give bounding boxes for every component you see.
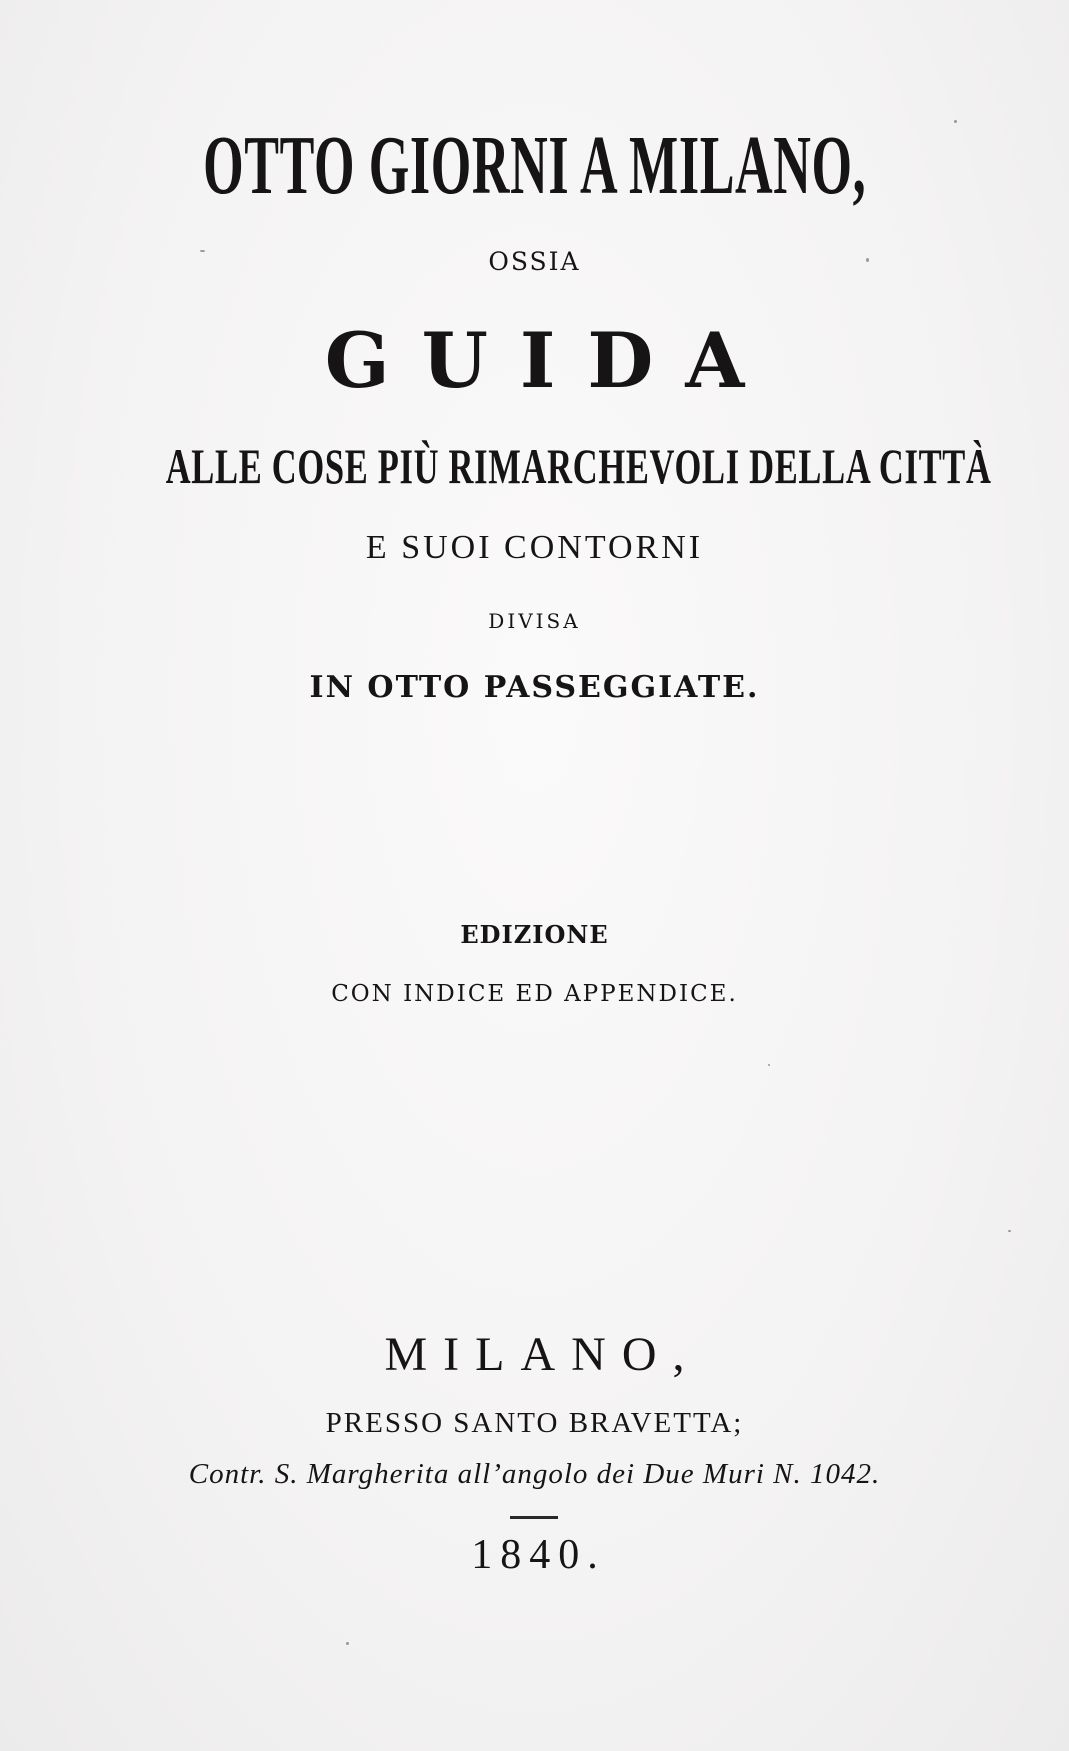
connector-word: OSSIA [488, 247, 581, 276]
publisher-address: Contr. S. Margherita all’angolo dei Due Muri N. 1042. [188, 1458, 881, 1490]
imprint-city: MILANO, [384, 1328, 701, 1381]
paper-speck [954, 120, 957, 123]
paper-speck [866, 258, 869, 262]
guide-word: GUIDA [324, 316, 777, 405]
paper-speck [346, 1642, 349, 1645]
edition-note: CON INDICE ED APPENDICE. [331, 981, 738, 1007]
publication-year: 1840. [471, 1532, 606, 1578]
separator-rule [510, 1516, 558, 1519]
main-title: OTTO GIORNI A MILANO, [203, 119, 867, 212]
paper-speck [1008, 1230, 1011, 1232]
division-line: IN OTTO PASSEGGIATE. [309, 670, 760, 705]
divided-word: DIVISA [488, 609, 581, 633]
subtitle: ALLE COSE PIÙ RIMARCHEVOLI DELLA CITTÀ [165, 438, 992, 494]
paper-speck [768, 1064, 770, 1066]
edition-label: EDIZIONE [460, 920, 609, 949]
subtitle-continued: E SUOI CONTORNI [365, 529, 704, 566]
paper-speck [200, 250, 205, 252]
publisher-line: PRESSO SANTO BRAVETTA; [325, 1407, 744, 1439]
